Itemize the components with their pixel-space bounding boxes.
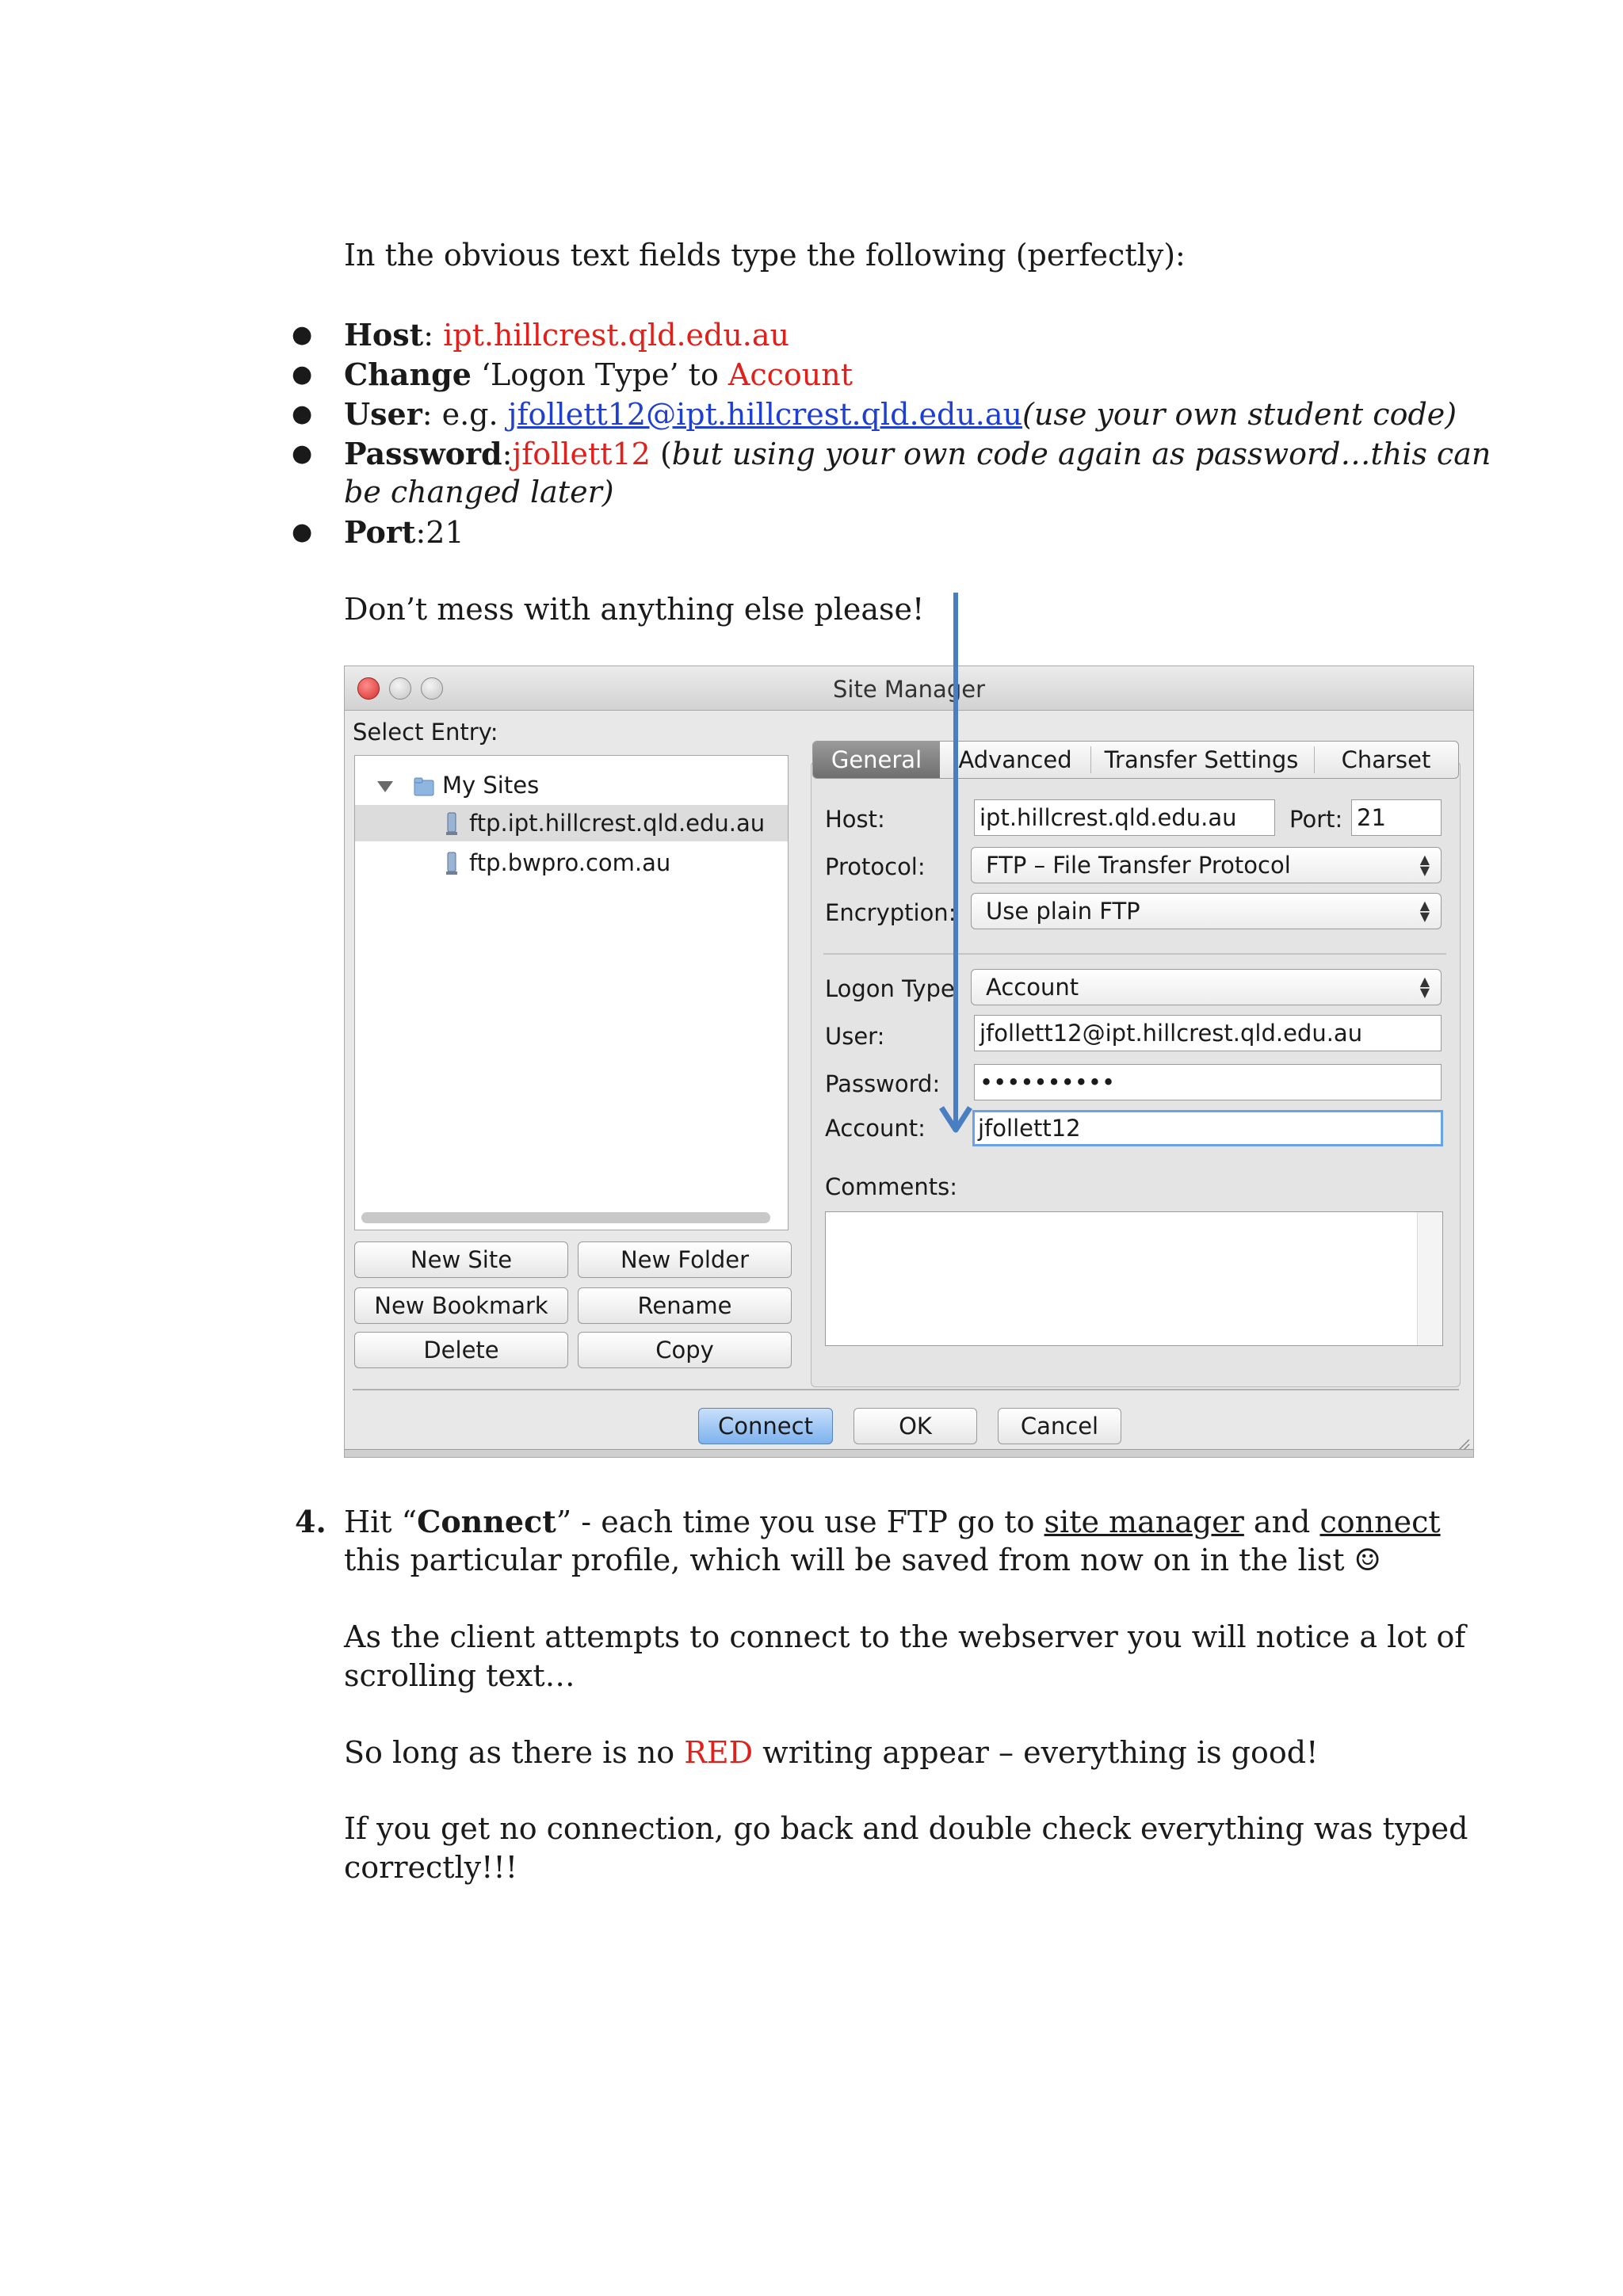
password-paren: ( xyxy=(650,437,672,471)
red-para-word: RED xyxy=(684,1735,754,1770)
account-input[interactable]: jfollett12 xyxy=(972,1110,1443,1146)
bullet-change xyxy=(344,355,853,395)
logon-type-select[interactable] xyxy=(971,969,1442,1005)
new-bookmark-button[interactable]: New Bookmark xyxy=(354,1287,568,1324)
copy-button[interactable]: Copy xyxy=(578,1332,792,1368)
red-para xyxy=(344,1733,1318,1772)
bullet-host xyxy=(344,315,789,355)
user-label: User xyxy=(344,396,422,432)
host-input[interactable]: ipt.hillcrest.qld.edu.au xyxy=(974,799,1275,836)
port-input[interactable]: 21 xyxy=(1351,799,1442,836)
bullet-dot: ● xyxy=(292,321,313,349)
tab-bar xyxy=(812,741,1459,779)
encryption-field-label: Encryption: xyxy=(825,899,957,926)
protocol-select[interactable] xyxy=(971,847,1442,883)
tab-advanced[interactable]: Advanced xyxy=(958,746,1072,773)
title-bar xyxy=(345,666,1473,711)
intro-text: In the obvious text fields type the following (perfectly): xyxy=(344,238,1186,273)
comments-scrollbar[interactable] xyxy=(1417,1212,1442,1345)
scroll-para-line2: scrolling text… xyxy=(344,1658,575,1693)
password-note-2: be changed later) xyxy=(344,475,614,509)
tab-transfer-settings[interactable]: Transfer Settings xyxy=(1104,746,1299,773)
new-site-button[interactable]: New Site xyxy=(354,1241,568,1278)
host-value: ipt.hillcrest.qld.edu.au xyxy=(443,318,790,353)
scroll-para-line1: As the client attempts to connect to the webserver you will notice a lot of xyxy=(344,1619,1466,1654)
encryption-select-value: Use plain FTP xyxy=(986,898,1140,925)
step4-pre: Hit “ xyxy=(344,1505,418,1539)
step4-line2: this particular profile, which will be saved from now on in the list ☺ xyxy=(344,1543,1381,1577)
password-sep: : xyxy=(502,437,513,471)
ok-button[interactable]: OK xyxy=(854,1408,977,1444)
step4-and: and xyxy=(1243,1505,1320,1539)
window-title: Site Manager xyxy=(832,676,985,703)
host-field-label: Host: xyxy=(825,806,885,833)
host-sep: : xyxy=(423,318,444,353)
change-text: ‘Logon Type’ to xyxy=(471,357,728,392)
new-folder-button[interactable]: New Folder xyxy=(578,1241,792,1278)
tree-item-label: ftp.bwpro.com.au xyxy=(469,849,671,876)
account-field-label: Account: xyxy=(825,1115,926,1142)
red-para-pre: So long as there is no xyxy=(344,1735,685,1770)
password-note-line2 xyxy=(344,473,614,512)
step4-bold: Connect xyxy=(417,1504,556,1539)
tree-item-site[interactable] xyxy=(355,805,788,841)
bullet-dot: ● xyxy=(292,360,313,388)
user-email-link[interactable]: jfollett12@ipt.hillcrest.qld.edu.au xyxy=(507,397,1023,432)
password-label: Password xyxy=(344,436,502,471)
tree-root-label: My Sites xyxy=(442,772,540,799)
site-manager-window xyxy=(344,666,1474,1458)
tree-root-my-sites[interactable] xyxy=(355,767,788,803)
cancel-button[interactable]: Cancel xyxy=(998,1408,1121,1444)
bullet-dot: ● xyxy=(292,440,313,467)
step-number: 4. xyxy=(295,1504,327,1539)
folder-icon xyxy=(414,776,434,797)
host-label: Host xyxy=(344,317,424,353)
step4-line1 xyxy=(344,1502,1441,1542)
change-value: Account xyxy=(727,357,854,392)
select-arrows-icon: ▲ ▼ xyxy=(1419,974,1430,1000)
site-manager-link[interactable]: site manager xyxy=(1044,1505,1244,1539)
password-field-label: Password: xyxy=(825,1070,941,1097)
logon-type-select-value: Account xyxy=(986,974,1079,1001)
select-arrows-icon: ▲ ▼ xyxy=(1419,898,1430,924)
tree-horizontal-scrollbar[interactable] xyxy=(361,1212,770,1223)
delete-button[interactable]: Delete xyxy=(354,1332,568,1368)
bullet-dot: ● xyxy=(292,518,313,546)
section-divider xyxy=(823,953,1446,955)
tab-charset[interactable]: Charset xyxy=(1341,746,1431,773)
bottom-divider xyxy=(353,1389,1459,1390)
select-entry-label: Select Entry: xyxy=(353,719,498,746)
disclosure-triangle-icon[interactable] xyxy=(377,781,393,792)
bullet-dot: ● xyxy=(292,400,313,428)
tree-item-site[interactable] xyxy=(355,845,788,881)
select-arrows-icon: ▲ ▼ xyxy=(1419,852,1430,878)
server-icon xyxy=(445,811,458,837)
bullet-port xyxy=(344,513,464,552)
bullet-password xyxy=(344,434,1491,474)
logon-type-field-label: Logon Type xyxy=(825,975,955,1002)
status-bar xyxy=(345,1449,1473,1457)
site-tree[interactable] xyxy=(354,755,789,1230)
port-label: Port xyxy=(344,514,416,550)
password-input[interactable]: •••••••••• xyxy=(974,1064,1442,1100)
connect-button[interactable]: Connect xyxy=(698,1408,833,1444)
server-icon xyxy=(445,851,458,876)
dont-mess-text: Don’t mess with anything else please! xyxy=(344,592,925,627)
user-field-label: User: xyxy=(825,1023,885,1050)
connect-link[interactable]: connect xyxy=(1319,1505,1441,1539)
bullet-user xyxy=(344,395,1457,434)
user-input[interactable]: jfollett12@ipt.hillcrest.qld.edu.au xyxy=(974,1015,1442,1051)
change-label: Change xyxy=(344,357,472,392)
port-field-label: Port: xyxy=(1289,806,1343,833)
final-para-line1: If you get no connection, go back and double check everything was typed xyxy=(344,1811,1468,1846)
red-para-post: writing appear – everything is good! xyxy=(753,1735,1319,1770)
password-note-1: but using your own code again as password…this can xyxy=(671,437,1491,471)
comments-textarea[interactable] xyxy=(825,1211,1443,1346)
port-value: :21 xyxy=(415,515,464,550)
user-note: (use your own student code) xyxy=(1022,397,1457,432)
rename-button[interactable]: Rename xyxy=(578,1287,792,1324)
encryption-select[interactable] xyxy=(971,893,1442,929)
password-value: jfollett12 xyxy=(512,437,651,471)
step4-mid: ” - each time you use FTP go to xyxy=(556,1505,1044,1539)
final-para-line2: correctly!!! xyxy=(344,1850,517,1885)
comments-field-label: Comments: xyxy=(825,1173,957,1200)
protocol-field-label: Protocol: xyxy=(825,853,926,880)
tree-item-label: ftp.ipt.hillcrest.qld.edu.au xyxy=(469,810,766,837)
user-sep: : e.g. xyxy=(422,397,508,432)
tab-general[interactable]: General xyxy=(813,742,940,778)
protocol-select-value: FTP – File Transfer Protocol xyxy=(986,852,1291,879)
